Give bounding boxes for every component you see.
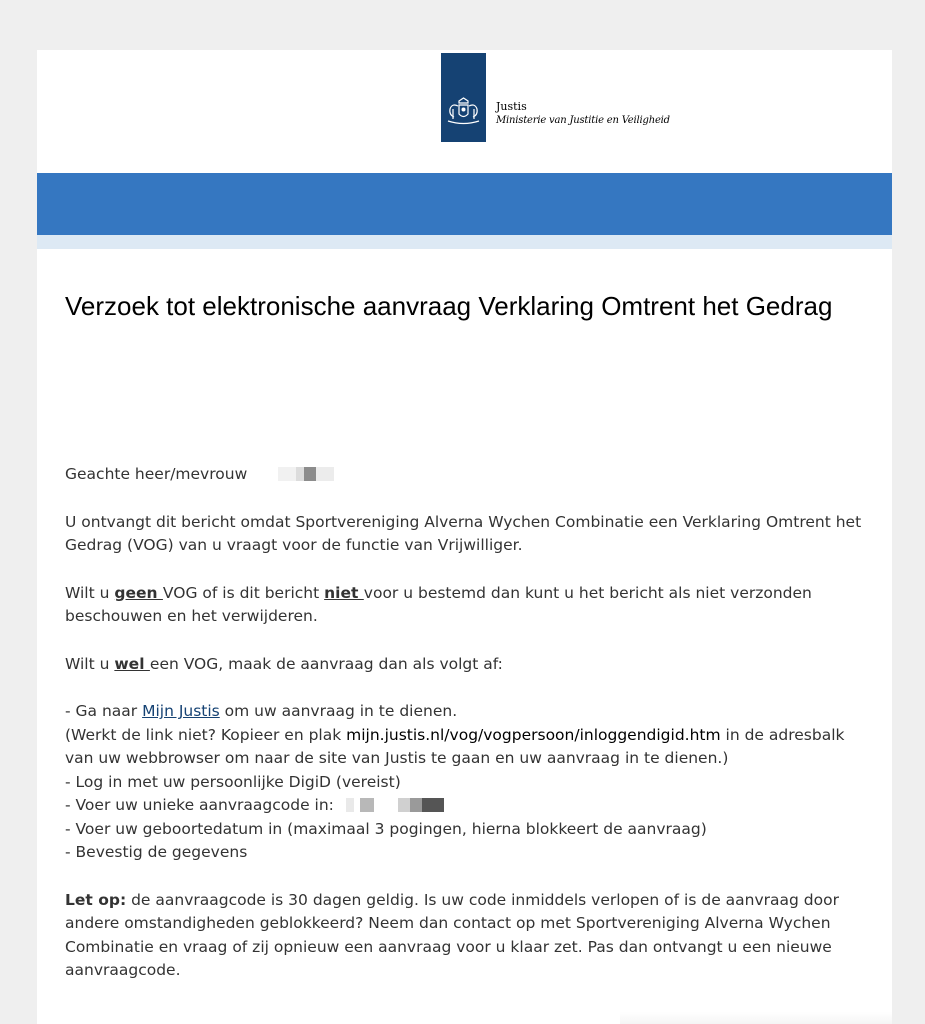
step-confirm: - Bevestig de gegevens [65,843,248,861]
greeting: Geachte heer/mevrouw [65,465,248,483]
redacted-name [278,467,334,481]
email-body [65,463,865,1007]
step-goto [65,700,865,724]
not-wanted-part2: VOG of is dit bericht [162,583,325,602]
wel-emphasis: wel [114,654,150,673]
wanted-part2: een VOG, maak de aanvraag dan als volgt af: [149,654,503,673]
coat-of-arms-icon [445,97,482,127]
step-goto-suffix: om uw aanvraag in te dienen. [219,702,458,720]
mijn-justis-link[interactable]: Mijn Justis [142,702,220,720]
logo-ministry: Ministerie van Justitie en Veiligheid [496,115,670,126]
step-login: - Log in met uw persoonlijke DigiD (vereist) [65,772,401,791]
wanted-part1: Wilt u [65,654,115,673]
redacted-code [346,798,444,812]
header-sub-band [37,235,892,249]
intro-paragraph: U ontvangt dit bericht omdat Sportvereniging Alverna Wychen Combinatie een Verklaring Omtrent het Gedrag (VOG) van u vraagt voor de functie van Vrijwilliger. [65,512,862,554]
step-birth: - Voer uw geboortedatum in (maximaal 3 pogingen, hierna blokkeert de aanvraag) [65,819,707,838]
notice-paragraph [65,889,865,983]
step-code [65,794,865,818]
niet-emphasis: niet [324,583,364,602]
logo-text [496,100,670,128]
notice-label: Let op: [65,890,127,909]
email-header [37,50,892,173]
not-wanted-part1: Wilt u [65,583,115,602]
header-band [37,173,892,235]
not-wanted-paragraph [65,582,865,629]
step-goto-prefix: - Ga naar [65,702,143,720]
notice-text: de aanvraagcode is 30 dagen geldig. Is uw code inmiddels verlopen of is de aanvraag door andere omstandigheden geblokkeerd? Neem dan contact op met Sportvereniging Alverna Wychen Combinatie en vraag of zij opnieuw een aanvraag voor u klaar zet. Pas dan ontvangt u een nieuwe aanvraagcode. [65,890,839,979]
not-wanted-part3: voor u bestemd dan kunt u het bericht als niet verzonden beschouwen en het verwijderen. [65,583,812,625]
steps-list [65,700,865,865]
step-copy-prefix: (Werkt de link niet? Kopieer en plak [65,725,347,744]
geen-emphasis: geen [114,583,163,602]
email-card [37,50,892,1024]
bottom-shadow [620,1012,892,1024]
greeting-line [65,463,865,487]
step-code-label: - Voer uw unieke aanvraagcode in: [65,796,334,814]
step-copy [65,724,865,771]
step-copy-suffix: in de adresbalk van uw webbrowser om naar de site van Justis te gaan en uw aanvraag in te dienen.) [65,725,845,767]
logo-ribbon [441,53,486,142]
justis-url: mijn.justis.nl/vog/vogpersoon/inloggendigid.htm [346,725,721,744]
logo-name: Justis [496,100,527,113]
wanted-paragraph [65,653,865,677]
page-title: Verzoek tot elektronische aanvraag Verklaring Omtrent het Gedrag [65,291,833,321]
